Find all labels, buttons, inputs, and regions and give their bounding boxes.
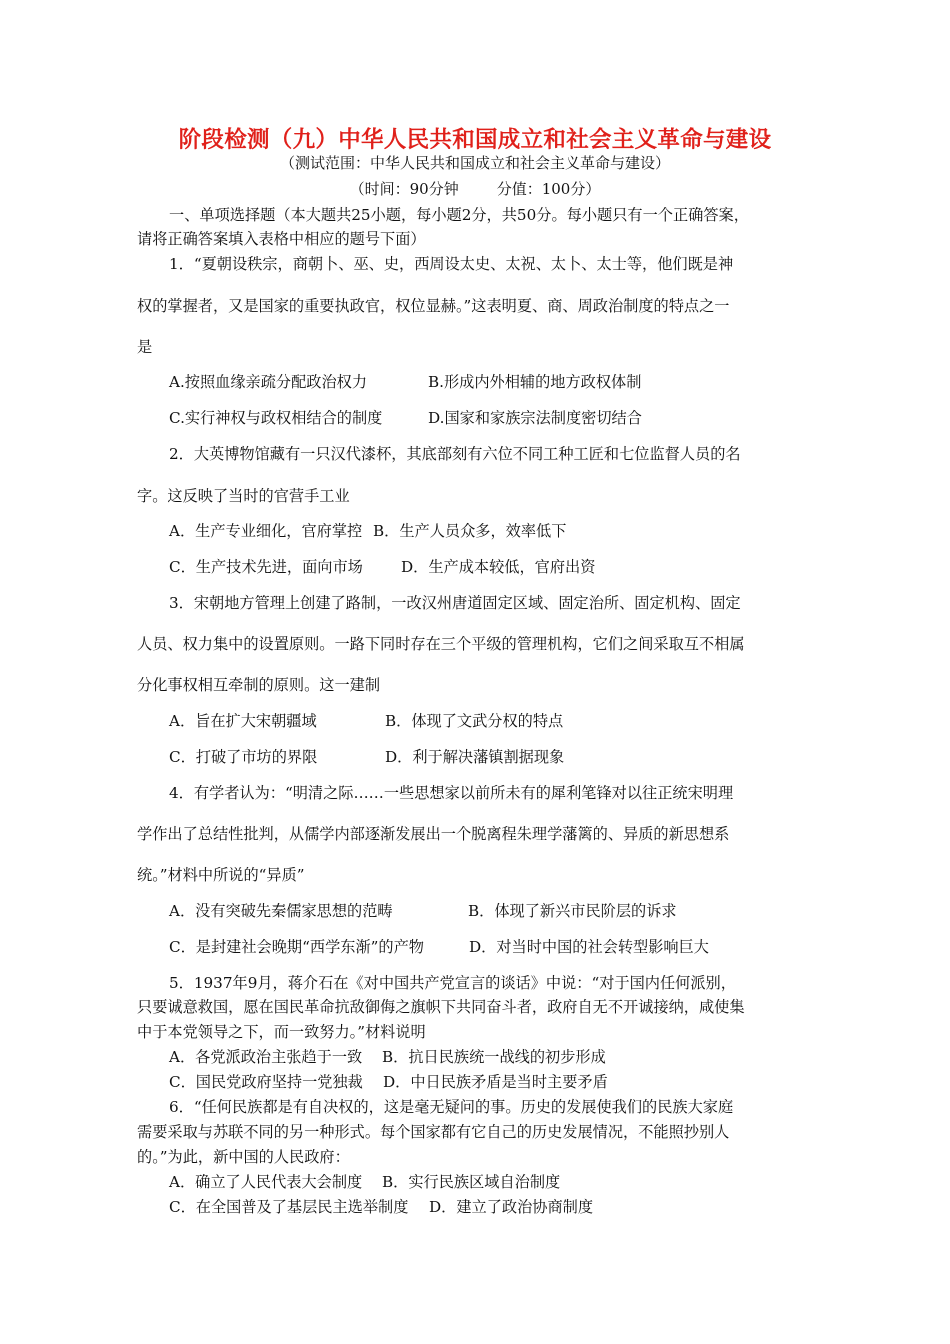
option-b: B．抗日民族统一战线的初步形成	[382, 1048, 606, 1066]
option-b: B．体现了新兴市民阶层的诉求	[468, 902, 677, 920]
question-1-line-2: 权的掌握者，又是国家的重要执政官，权位显赫。”这表明夏、商、周政治制度的特点之一	[137, 297, 730, 315]
section-instructions: 一、单项选择题（本大题共25小题，每小题2分，共50分。每小题只有一个正确答案，	[169, 206, 749, 224]
option-b: B.形成内外相辅的地方政权体制	[428, 373, 642, 391]
question-2-options-row-2	[169, 556, 849, 577]
question-1-line-1: 1．“夏朝设秩宗，商朝卜、巫、史，西周设太史、太祝、太卜、太士等，他们既是神	[169, 255, 734, 273]
question-5-options-row-2	[169, 1071, 849, 1092]
option-b: B．体现了文武分权的特点	[385, 712, 564, 730]
question-1-options-row-2	[169, 407, 849, 428]
time-score-line	[0, 178, 950, 199]
option-c: C．生产技术先进，面向市场	[169, 558, 363, 576]
option-a: A．没有突破先秦儒家思想的范畴	[169, 902, 393, 920]
question-3-line-3: 分化事权相互牵制的原则。这一建制	[137, 676, 380, 694]
page-title: 阶段检测（九）中华人民共和国成立和社会主义革命与建设	[178, 127, 772, 153]
option-c: C．在全国普及了基层民主选举制度	[169, 1198, 409, 1216]
time-limit: （时间：90分钟	[349, 180, 459, 198]
option-d: D．生产成本较低，官府出资	[401, 558, 596, 576]
question-2-line-1: 2．大英博物馆藏有一只汉代漆杯，其底部刻有六位不同工种工匠和七位监督人员的名	[169, 445, 741, 463]
option-c: C.实行神权与政权相结合的制度	[169, 409, 383, 427]
option-a: A.按照血缘亲疏分配政治权力	[169, 373, 368, 391]
question-1-options-row-1	[169, 371, 849, 392]
option-c: C．国民党政府坚持一党独裁	[169, 1073, 363, 1091]
option-b: B．生产人员众多，效率低下	[373, 522, 567, 540]
option-c: C．打破了市坊的界限	[169, 748, 318, 766]
question-5-options-row-1	[169, 1046, 849, 1067]
question-3-options-row-1	[169, 710, 849, 731]
option-a: A．生产专业细化，官府掌控	[169, 522, 363, 540]
question-6-line-1: 6．“任何民族都是有自决权的，这是毫无疑问的事。历史的发展使我们的民族大家庭	[169, 1098, 734, 1116]
question-2-options-row-1	[169, 520, 849, 541]
question-6-options-row-1	[169, 1171, 849, 1192]
question-5-line-1: 5．1937年9月，蒋介石在《对中国共产党宣言的谈话》中说：“对于国内任何派别，	[169, 974, 736, 992]
question-5-line-2: 只要诚意救国，愿在国民革命抗敌御侮之旗帜下共同奋斗者，政府自无不开诚接纳，咸使集	[137, 998, 745, 1016]
question-6-options-row-2	[169, 1196, 849, 1217]
option-a: A．确立了人民代表大会制度	[169, 1173, 363, 1191]
option-a: A．旨在扩大宋朝疆域	[169, 712, 317, 730]
option-d: D．建立了政治协商制度	[429, 1198, 594, 1216]
option-c: C．是封建社会晚期“西学东渐”的产物	[169, 938, 424, 956]
question-4-line-2: 学作出了总结性批判，从儒学内部逐渐发展出一个脱离程朱理学藩篱的、异质的新思想系	[137, 825, 730, 843]
test-scope: （测试范围：中华人民共和国成立和社会主义革命与建设）	[279, 154, 670, 172]
total-score: 分值：100分）	[496, 180, 601, 198]
question-1-line-3: 是	[137, 338, 153, 356]
option-d: D.国家和家族宗法制度密切结合	[428, 409, 642, 427]
question-6-line-3: 的。”为此，新中国的人民政府：	[137, 1148, 350, 1166]
question-4-options-row-1	[169, 900, 849, 921]
option-d: D．对当时中国的社会转型影响巨大	[469, 938, 709, 956]
option-d: D．中日民族矛盾是当时主要矛盾	[383, 1073, 608, 1091]
option-d: D．利于解决藩镇割据现象	[385, 748, 565, 766]
question-3-line-1: 3．宋朝地方管理上创建了路制，一改汉州唐道固定区域、固定治所、固定机构、固定	[169, 594, 741, 612]
question-5-line-3: 中于本党领导之下，而一致努力。”材料说明	[137, 1023, 426, 1041]
question-2-line-2: 字。这反映了当时的官营手工业	[137, 487, 350, 505]
question-4-line-3: 统。”材料中所说的“异质”	[137, 866, 305, 884]
question-3-line-2: 人员、权力集中的设置原则。一路下同时存在三个平级的管理机构，它们之间采取互不相属	[137, 635, 745, 653]
question-3-options-row-2	[169, 746, 849, 767]
section-instructions-cont: 请将正确答案填入表格中相应的题号下面）	[137, 230, 426, 248]
question-4-options-row-2	[169, 936, 849, 957]
option-b: B．实行民族区域自治制度	[382, 1173, 561, 1191]
question-4-line-1: 4．有学者认为：“明清之际……一些思想家以前所未有的犀利笔锋对以往正统宋明理	[169, 784, 734, 802]
question-6-line-2: 需要采取与苏联不同的另一种形式。每个国家都有它自己的历史发展情况，不能照抄别人	[137, 1123, 730, 1141]
option-a: A．各党派政治主张趋于一致	[169, 1048, 363, 1066]
